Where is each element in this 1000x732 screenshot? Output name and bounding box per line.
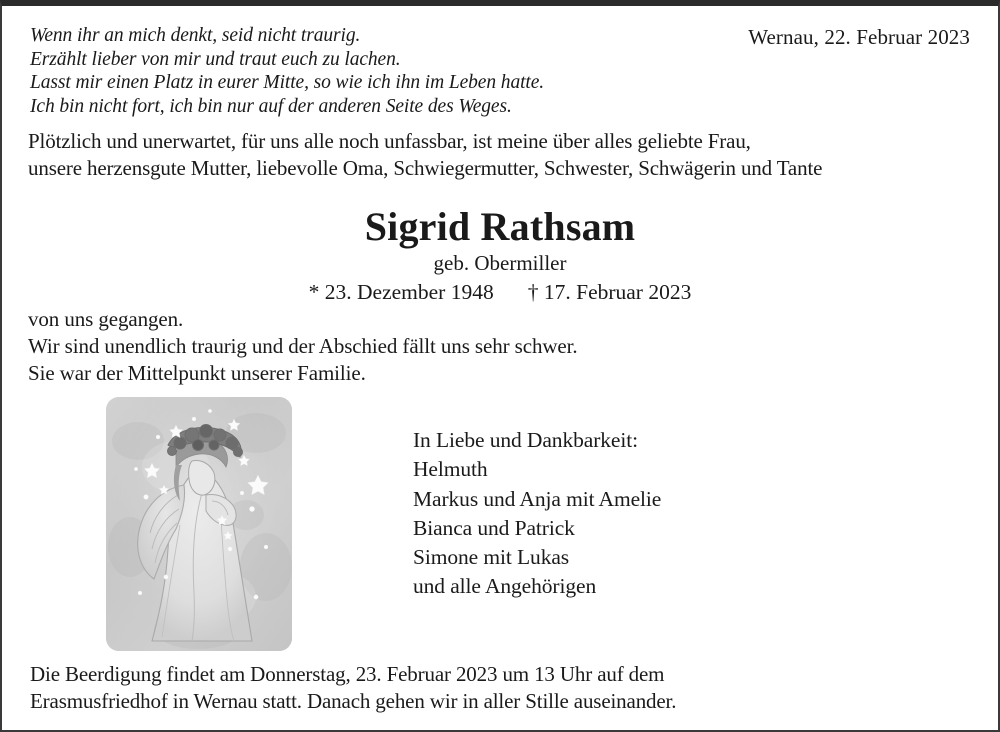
passage-text (28, 306, 972, 387)
deceased-name: Sigrid Rathsam (364, 204, 636, 249)
funeral-line-2: Erasmusfriedhof in Wernau statt. Danach gehen wir in aller Stille auseinander. (30, 689, 677, 713)
angel-icon (106, 397, 292, 651)
funeral-details (30, 661, 972, 715)
verse-line-2: Erzählt lieber von mir und traut euch zu lachen. (30, 48, 401, 70)
deceased-name-block (2, 204, 998, 306)
life-dates (2, 278, 998, 306)
verse-line-3: Lasst mir einen Platz in eurer Mitte, so wie ich ihn im Leben hatte. (30, 72, 545, 93)
death-date: † 17. Februar 2023 (527, 280, 692, 304)
funeral-line-1: Die Beerdigung findet am Donnerstag, 23. Februar 2023 um 13 Uhr auf dem (30, 662, 665, 686)
passage-line-3: Sie war der Mittelpunkt unserer Familie. (28, 361, 366, 385)
deceased-maiden-name: geb. Obermiller (433, 251, 567, 275)
birth-date: * 23. Dezember 1948 (308, 280, 494, 304)
intro-line-1: Plötzlich und unerwartet, für uns alle noch unfassbar, ist meine über alles geliebte Frau, (28, 129, 751, 153)
passage-line-1: von uns gegangen. (28, 307, 184, 331)
mourners-heading: In Liebe und Dankbarkeit: (413, 428, 638, 452)
verse-line-4: Ich bin nicht fort, ich bin nur auf der anderen Seite des Weges. (30, 95, 512, 117)
mourner-name-1: Helmuth (413, 457, 488, 482)
memorial-verse (30, 24, 544, 118)
mourner-name-5: und alle Angehörigen (413, 574, 597, 599)
place-and-date: Wernau, 22. Februar 2023 (748, 25, 970, 49)
mourner-name-4: Simone mit Lukas (413, 545, 570, 570)
verse-line-1: Wenn ihr an mich denkt, seid nicht traurig. (30, 25, 361, 46)
intro-line-2: unsere herzensgute Mutter, liebevolle Oma, Schwiegermutter, Schwester, Schwägerin und Tante (28, 156, 823, 180)
mourner-name-2: Markus und Anja mit Amelie (413, 486, 662, 511)
mourner-name-3: Bianca und Patrick (413, 515, 575, 540)
intro-text (28, 128, 972, 182)
mourners-list (413, 426, 661, 602)
header-row (30, 24, 970, 118)
passage-line-2: Wir sind unendlich traurig und der Abschied fällt uns sehr schwer. (28, 334, 578, 358)
angel-illustration (106, 397, 292, 651)
